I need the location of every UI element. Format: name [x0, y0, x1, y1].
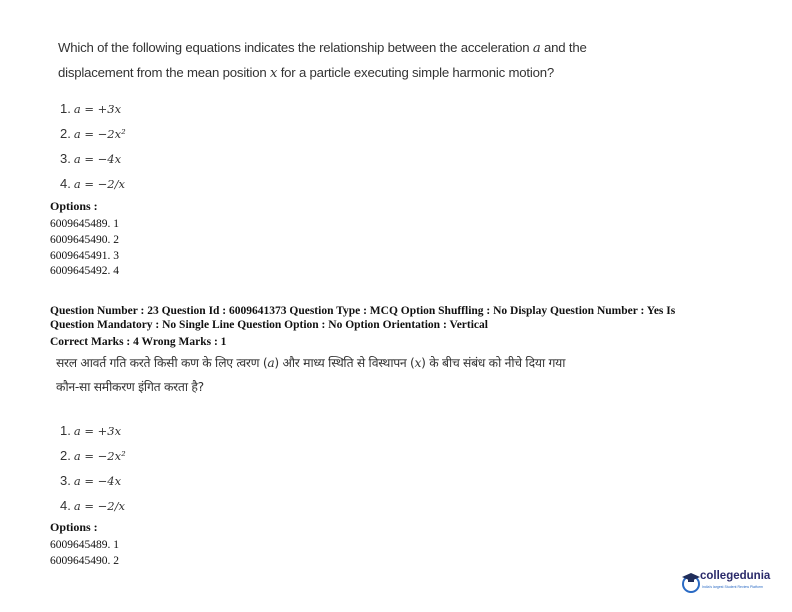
- hindi-line-1: [56, 351, 696, 375]
- variable-a: a: [267, 356, 275, 370]
- answer-option-1: [60, 418, 126, 443]
- question-meta-line-2: Question Mandatory : No Single Line Question Option : No Option Orientation : Vertical: [50, 319, 488, 331]
- hindi-line-1-pre: सरल आवर्त गति करते किसी कण के लिए त्वरण (: [56, 356, 268, 370]
- option-equation: a = −2x²: [73, 449, 126, 463]
- option-number: 2.: [60, 126, 71, 141]
- question-line-1-pre: Which of the following equations indicates the relationship between the acceleration: [58, 40, 533, 55]
- answer-option-3: [60, 468, 126, 493]
- answer-option-2: [60, 121, 126, 146]
- option-number: 1.: [60, 423, 71, 438]
- logo-name: collegedunia: [700, 570, 771, 582]
- hindi-line-1-mid: ) और माध्य स्थिति से विस्थापन (: [274, 356, 415, 370]
- options-id-block-2: [50, 520, 119, 570]
- option-number: 4.: [60, 498, 71, 513]
- answer-option-2: [60, 443, 126, 468]
- question-text-english: [58, 36, 698, 86]
- options-label: Options :: [50, 199, 98, 213]
- question-line-2: [58, 61, 698, 86]
- answer-option-1: [60, 96, 126, 121]
- collegedunia-logo: [680, 568, 780, 598]
- answer-option-4: [60, 493, 126, 518]
- option-equation: a = +3x: [73, 102, 122, 116]
- options-label: Options :: [50, 520, 98, 534]
- answer-options-hindi: [60, 418, 126, 518]
- option-equation: a = +3x: [73, 424, 122, 438]
- options-id-block-1: [50, 199, 119, 280]
- question-line-1: [58, 36, 698, 61]
- option-id: 6009645490. 2: [50, 554, 119, 567]
- hindi-line-2: कौन-सा समीकरण इंगित करता है?: [56, 380, 204, 394]
- option-id: 6009645489. 1: [50, 539, 119, 551]
- logo-tagline: India's largest Student Review Platform: [702, 585, 763, 589]
- option-equation: a = −2/x: [73, 499, 125, 513]
- option-equation: a = −4x: [73, 152, 122, 166]
- option-equation: a = −2/x: [73, 177, 125, 191]
- answer-options-english: [60, 96, 126, 196]
- variable-x: x: [269, 66, 278, 81]
- hindi-line-1-post: ) के बीच संबंध को नीचे दिया गया: [421, 356, 566, 370]
- option-number: 1.: [60, 101, 71, 116]
- option-equation: a = −4x: [73, 474, 122, 488]
- answer-option-4: [60, 171, 126, 196]
- option-id: 6009645489. 1: [50, 218, 119, 230]
- option-number: 3.: [60, 151, 71, 166]
- variable-x: x: [414, 356, 422, 370]
- option-id: 6009645490. 2: [50, 233, 119, 246]
- question-line-2-pre: displacement from the mean position: [58, 65, 270, 80]
- option-number: 4.: [60, 176, 71, 191]
- option-number: 3.: [60, 473, 71, 488]
- option-number: 2.: [60, 448, 71, 463]
- question-line-1-post: and the: [540, 40, 587, 55]
- question-meta-line-1: Question Number : 23 Question Id : 6009641373 Question Type : MCQ Option Shuffling : No Display Question Number : Yes Is: [50, 305, 676, 317]
- variable-a: a: [532, 41, 541, 56]
- option-equation: a = −2x²: [73, 127, 126, 141]
- option-id: 6009645491. 3: [50, 249, 119, 262]
- option-id: 6009645492. 4: [50, 265, 119, 278]
- answer-option-3: [60, 146, 126, 171]
- question-meta: [50, 304, 750, 349]
- question-text-hindi: [56, 351, 696, 399]
- marks-line: Correct Marks : 4 Wrong Marks : 1: [50, 336, 227, 348]
- graduation-cap-icon: [680, 570, 702, 594]
- question-line-2-post: for a particle executing simple harmonic motion?: [277, 65, 555, 80]
